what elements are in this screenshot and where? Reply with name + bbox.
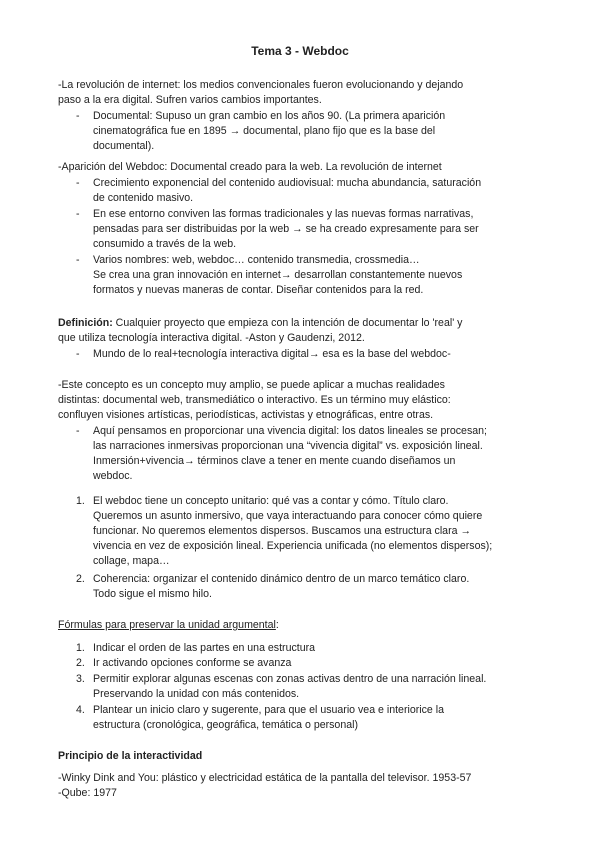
page-title: Tema 3 - Webdoc [251, 44, 349, 58]
bullet-line: Mundo de lo real+tecnología interactiva digital→ esa es la base del webdoc- [93, 348, 451, 360]
list-number: 4. [76, 704, 85, 716]
formulas-heading [58, 618, 279, 633]
formulas-heading-text: Fórmulas para preservar la unidad argumental [58, 619, 276, 631]
paragraph-line: distintas: documental web, transmediático o interactivo. Es un término muy elástico: [58, 394, 451, 406]
bullet-line: documental). [93, 140, 155, 152]
bullet-line: Crecimiento exponencial del contenido audiovisual: mucha abundancia, saturación [93, 177, 482, 189]
formulas-heading-colon: : [275, 619, 279, 631]
list-line: Plantear un inicio claro y sugerente, para que el usuario vea e interiorice la [93, 704, 444, 716]
list-line: Ir activando opciones conforme se avanza [93, 657, 292, 669]
bullet-line: Se crea una gran innovación en internet→ desarrollan constantemente nuevos [93, 269, 463, 281]
list-number: 1. [76, 642, 85, 654]
paragraph-line: que utiliza tecnología interactiva digital. -Aston y Gaudenzi, 2012. [58, 332, 365, 344]
list-line: estructura (cronológica, geográfica, temática o personal) [93, 719, 358, 731]
list-number: 2. [76, 573, 85, 585]
bullet-line: Inmersión+vivencia→ términos clave a tener en mente cuando diseñamos un [93, 455, 456, 467]
bullet-dash: - [76, 254, 80, 266]
bullet-line: las narraciones inmersivas proporcionan una “vivencia digital” vs. exposición lineal. [93, 440, 483, 452]
list-line: vivencia en vez de exposición lineal. Experiencia unificada (no elementos dispersos); [93, 540, 493, 552]
bullet-line: pensadas para ser distribuidas por la web → se ha creado expresamente para ser [93, 223, 479, 235]
list-line: collage, mapa… [93, 555, 170, 567]
bullet-line: cinematográfica fue en 1895 → documental, plano fijo que es la base del [93, 125, 436, 137]
bullet-line: formatos y nuevas maneras de contar. Diseñar contenidos para la red. [93, 284, 424, 296]
list-line: Coherencia: organizar el contenido dinámico dentro de un marco temático claro. [93, 573, 470, 585]
paragraph-line: -Qube: 1977 [58, 787, 117, 799]
bullet-dash: - [76, 177, 80, 189]
list-line: El webdoc tiene un concepto unitario: qué vas a contar y cómo. Título claro. [93, 495, 449, 507]
definition-text: Cualquier proyecto que empieza con la intención de documentar lo 'real' y [112, 317, 463, 329]
paragraph-line: -Aparición del Webdoc: Documental creado para la web. La revolución de internet [58, 161, 442, 173]
principio-heading: Principio de la interactividad [58, 750, 203, 762]
definition-line [58, 316, 462, 331]
paragraph-line: confluyen visiones artísticas, periodísticas, activistas y etnográficas, entre otras. [58, 409, 434, 421]
bullet-line: En ese entorno conviven las formas tradicionales y las nuevas formas narrativas, [93, 208, 474, 220]
paragraph-line: -La revolución de internet: los medios convencionales fueron evolucionando y dejando [58, 79, 464, 91]
bullet-line: consumido a través de la web. [93, 238, 237, 250]
bullet-line: Documental: Supuso un gran cambio en los años 90. (La primera aparición [93, 110, 446, 122]
list-line: funcionar. No queremos elementos dispersos. Buscamos una estructura clara → [93, 525, 472, 537]
bullet-line: Aquí pensamos en proporcionar una vivencia digital: los datos lineales se procesan; [93, 425, 487, 437]
bullet-line: Varios nombres: web, webdoc… contenido transmedia, crossmedia… [93, 254, 420, 266]
list-line: Permitir explorar algunas escenas con zonas activas dentro de una narración lineal. [93, 673, 487, 685]
bullet-dash: - [76, 110, 80, 122]
list-line: Indicar el orden de las partes en una estructura [93, 642, 316, 654]
bullet-dash: - [76, 425, 80, 437]
definition-label: Definición: [58, 317, 113, 329]
paragraph-line: -Este concepto es un concepto muy amplio, se puede aplicar a muchas realidades [58, 379, 445, 391]
list-line: Preservando la unidad con más contenidos. [93, 688, 300, 700]
bullet-dash: - [76, 348, 80, 360]
bullet-line: de contenido masivo. [93, 192, 194, 204]
list-number: 3. [76, 673, 85, 685]
paragraph-line: -Winky Dink and You: plástico y electricidad estática de la pantalla del televisor. 1953-57 [58, 772, 472, 784]
list-number: 2. [76, 657, 85, 669]
paragraph-line: paso a la era digital. Sufren varios cambios importantes. [58, 94, 322, 106]
bullet-line: webdoc. [93, 470, 133, 482]
list-line: Todo sigue el mismo hilo. [93, 588, 212, 600]
list-number: 1. [76, 495, 85, 507]
list-line: Queremos un asunto inmersivo, que vaya interactuando para conocer cómo quiere [93, 510, 483, 522]
bullet-dash: - [76, 208, 80, 220]
